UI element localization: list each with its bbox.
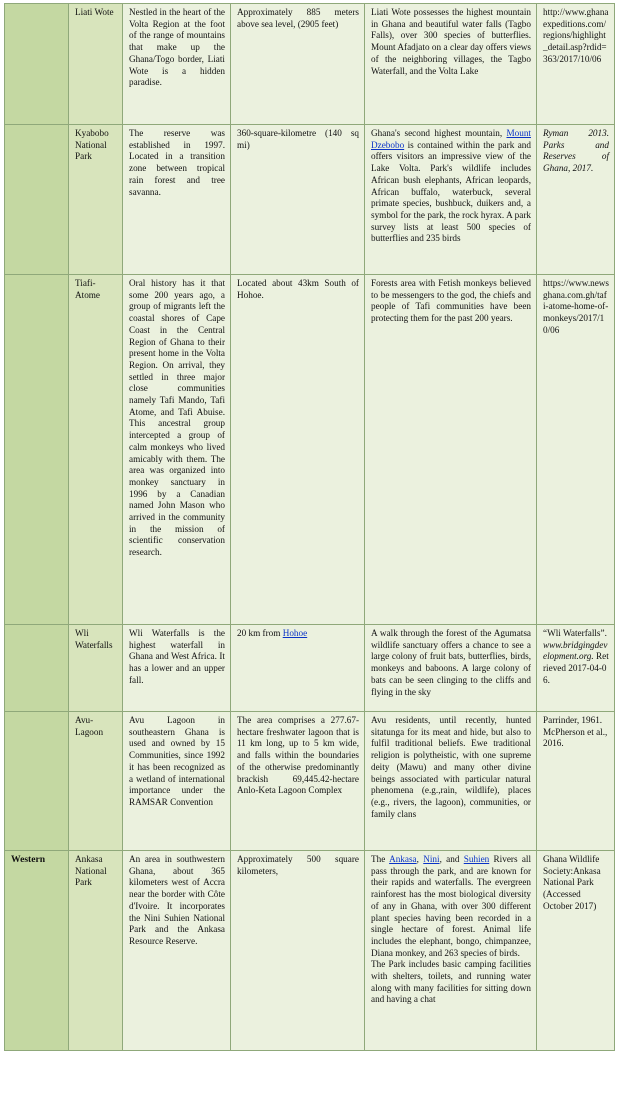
history-cell: Oral history has it that some 200 years ago, a group of migrants left the coastal shores of Cape Coast in the Central Region of Ghana to their present home in the Volta Region. On arrival, they settled in three major close communities namely Tafi Mando, Tafi Atome, and Tafi Abuise. This ancestral group intercepted a group of calm monkeys who lived amicably with them. The area was organized into monkey sanctuary in 1996 by a Canadian named John Mason who arrived in the community in the mission of scientific conservation research. bbox=[123, 275, 231, 625]
source-cell: https://www.newsghana.com.gh/tafi-atome-home-of-monkeys/2017/10/06 bbox=[537, 275, 615, 625]
location-cell bbox=[231, 625, 365, 712]
region-cell bbox=[5, 625, 69, 712]
table-row bbox=[5, 125, 615, 275]
suhien-link[interactable]: Suhien bbox=[463, 854, 490, 864]
location-cell: 360-square-kilometre (140 sq mi) bbox=[231, 125, 365, 275]
history-cell: An area in southwestern Ghana, about 365 kilometers west of Accra near the border with Côte d'Ivoire. It incorporates the Nini Suhien National Park and the Ankasa Resource Reserve. bbox=[123, 851, 231, 1051]
history-cell: Avu Lagoon in southeastern Ghana is used and owned by 15 Communities, since 1992 it has been recognized as a wetland of international importance under the RAMSAR Convention bbox=[123, 712, 231, 851]
history-cell: Wli Waterfalls is the highest waterfall in Ghana and West Africa. It has a lower and an upper fall. bbox=[123, 625, 231, 712]
region-cell bbox=[5, 125, 69, 275]
attractions-text: is contained within the park and offers visitors an impressive view of the Lake Volta. Park's wildlife includes African bush elephants, African leopards, African buffalo, waterbuck, several primate species, bushbuck, duikers and, a symbol for the park, the rock hyrax. A park survey lists at least 500 species of butterflies and 235 birds bbox=[371, 139, 531, 244]
location-cell: Approximately 500 square kilometers, bbox=[231, 851, 365, 1051]
source-website: www.bridgingdevelopment.org. bbox=[543, 639, 608, 662]
attractions-text: , bbox=[416, 854, 424, 864]
source-text: “Wli Waterfalls”. bbox=[543, 628, 607, 638]
attractions-cell: Forests area with Fetish monkeys believed to be messengers to the god, the chiefs and people of Tafi communities have been protecting them for the past 200 years. bbox=[365, 275, 537, 625]
source-cell: Ghana Wildlife Society:Ankasa National Park (Accessed October 2017) bbox=[537, 851, 615, 1051]
site-name-cell: Kyabobo National Park bbox=[69, 125, 123, 275]
attractions-cell bbox=[365, 125, 537, 275]
attractions-cell: Liati Wote possesses the highest mountain in Ghana and beautiful water falls (Tagbo Falls), over 300 species of butterflies. Mount Afadjato on a clear day offers views of the neighboring villages, the Tagbo Waterfall, and the Volta Lake bbox=[365, 4, 537, 125]
mount-dzebobo-link[interactable]: Mount Dzebobo bbox=[371, 128, 531, 150]
attractions-text: The Park includes basic camping facilities with shelters, toilets, and running water along with many facilities for sitting down and having a chat bbox=[371, 959, 531, 1005]
site-name-cell: Tiafi-Atome bbox=[69, 275, 123, 625]
attractions-cell bbox=[365, 851, 537, 1051]
history-cell: Nestled in the heart of the Volta Region at the foot of the range of mountains that make up the Ghana/Togo border, Liati Wote is a hidden paradise. bbox=[123, 4, 231, 125]
tourist-sites-table bbox=[4, 3, 615, 1051]
source-cell bbox=[537, 625, 615, 712]
source-retrieved: Retrieved 2017-04-06. bbox=[543, 651, 609, 685]
attractions-cell: A walk through the forest of the Agumatsa wildlife sanctuary offers a chance to see a large colony of fruit bats, butterflies, birds, monkeys and baboons. A large colony of bats can be seen clinging to the cliffs and flying in the sky bbox=[365, 625, 537, 712]
region-cell: Western bbox=[5, 851, 69, 1051]
site-name-cell: Avu-Lagoon bbox=[69, 712, 123, 851]
table-row bbox=[5, 712, 615, 851]
attractions-cell: Avu residents, until recently, hunted sitatunga for its meat and hide, but also to fulfil traditional beliefs. Ewe traditional religion is polytheistic, with one supreme deity (Mawu) and many other divine beings associated with particular natural phenomena (e.g.,rain, wildlife), places (e.g., rivers, the lagoon), communities, or family clans bbox=[365, 712, 537, 851]
location-cell: Located about 43km South of Hohoe. bbox=[231, 275, 365, 625]
hohoe-link[interactable]: Hohoe bbox=[282, 628, 308, 638]
attractions-text: , and bbox=[439, 854, 464, 864]
table-row bbox=[5, 851, 615, 1051]
source-cell: Parrinder, 1961. McPherson et al., 2016. bbox=[537, 712, 615, 851]
history-cell: The reserve was established in 1997. Located in a transition zone between tropical rain forest and tree savanna. bbox=[123, 125, 231, 275]
source-cell: http://www.ghanaexpeditions.com/regions/highlight_detail.asp?rdid=363/2017/10/06 bbox=[537, 4, 615, 125]
region-cell bbox=[5, 275, 69, 625]
site-name-cell: Ankasa National Park bbox=[69, 851, 123, 1051]
nini-link[interactable]: Nini bbox=[423, 854, 440, 864]
attractions-text: The bbox=[371, 854, 390, 864]
site-name-cell: Wli Waterfalls bbox=[69, 625, 123, 712]
attractions-text: Ghana's second highest mountain, bbox=[371, 128, 507, 138]
table-row bbox=[5, 4, 615, 125]
table-row bbox=[5, 625, 615, 712]
location-text: 20 km from bbox=[237, 628, 283, 638]
attractions-text: Rivers all pass through the park, and are known for their rapids and waterfalls. The evergreen rainforest has the most biological diversity of any in Ghana, with over 300 different plant species having been recorded in a single hectare of forest. Animal life includes the elephant, bongo, chimpanzee, Diana monkey, and 263 species of birds. bbox=[371, 854, 532, 958]
location-cell: Approximately 885 meters above sea level, (2905 feet) bbox=[231, 4, 365, 125]
site-name-cell: Liati Wote bbox=[69, 4, 123, 125]
region-cell bbox=[5, 712, 69, 851]
region-cell bbox=[5, 4, 69, 125]
ankasa-link[interactable]: Ankasa bbox=[389, 854, 417, 864]
location-cell: The area comprises a 277.67-hectare freshwater lagoon that is 11 km long, up to 5 km wide, and falls within the boundaries of the otherwise predominantly brackish 69,445.42-hectare Anlo-Keta Lagoon Complex bbox=[231, 712, 365, 851]
source-cell: Ryman 2013. Parks and Reserves of Ghana, 2017. bbox=[537, 125, 615, 275]
table-row bbox=[5, 275, 615, 625]
